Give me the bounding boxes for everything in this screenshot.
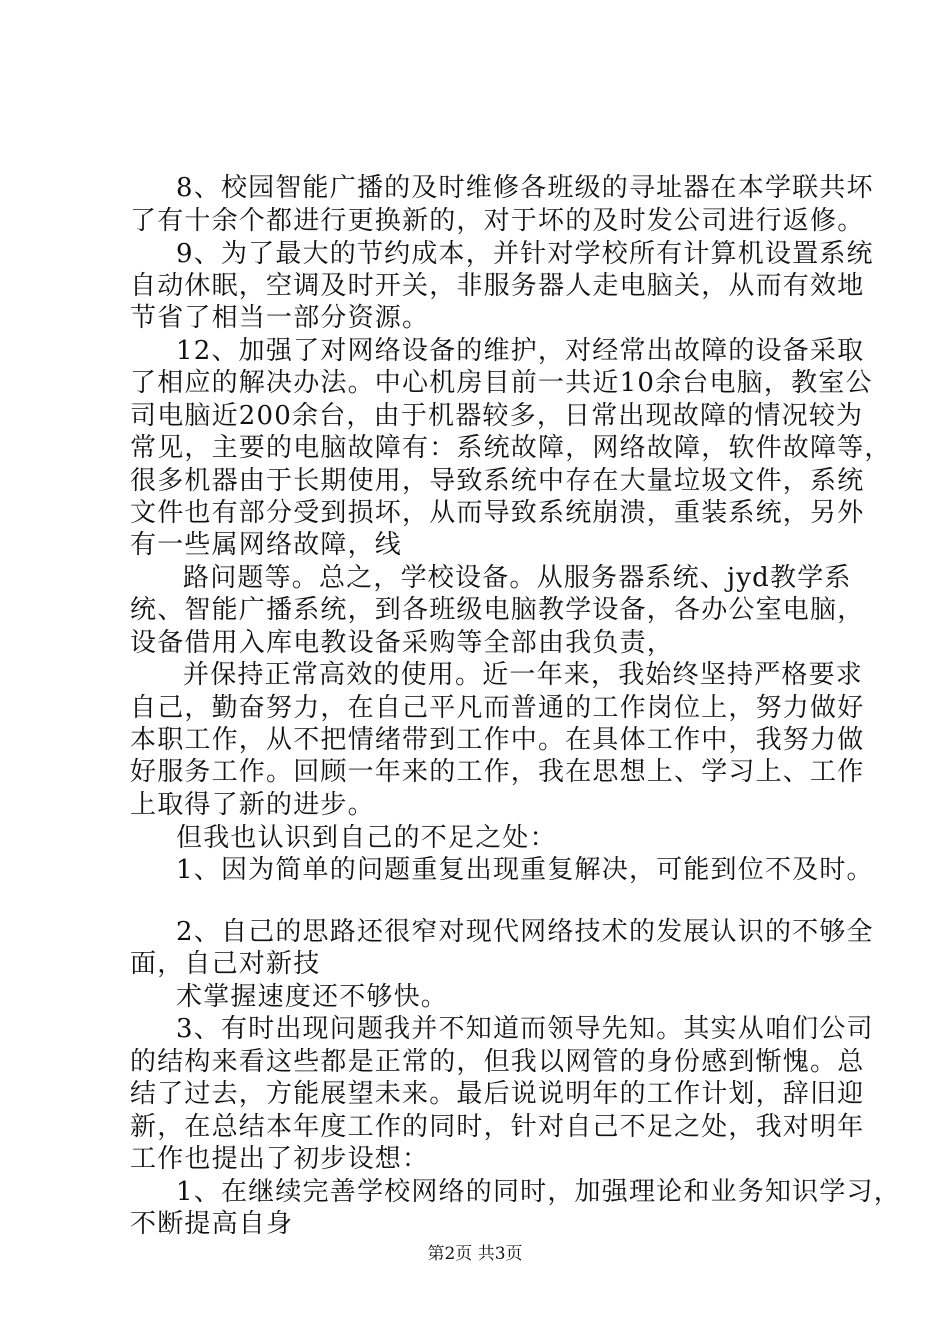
- text-line: 3、有时出现问题我并不知道而领导先知。其实从咱们公司: [176, 1014, 874, 1044]
- text-line: 节省了相当一部分资源。: [130, 303, 430, 333]
- text-line: 不断提高自身: [130, 1209, 294, 1239]
- text-line: 面，自己对新技: [130, 949, 321, 979]
- text-line: 司电脑近200余台，由于机器较多，日常出现故障的情况较为: [130, 401, 864, 431]
- text-line: 文件也有部分受到损坏，从而导致系统崩溃，重装系统，另外: [130, 498, 865, 528]
- text-line: 结了过去，方能展望未来。最后说说明年的工作计划，辞旧迎: [130, 1079, 865, 1109]
- text-line: 新，在总结本年度工作的同时，针对自己不足之处，我对明年: [130, 1112, 865, 1142]
- text-line: 2、自己的思路还很窄对现代网络技术的发展认识的不够全: [176, 917, 874, 947]
- text-line: 常见，主要的电脑故障有：系统故障，网络故障，软件故障等，: [130, 433, 892, 463]
- text-line: 自己，勤奋努力，在自己平凡而普通的工作岗位上，努力做好: [130, 693, 865, 723]
- text-line: 设备借用入库电教设备采购等全部由我负责，: [130, 628, 675, 658]
- text-line: 本职工作，从不把情绪带到工作中。在具体工作中，我努力做: [130, 725, 865, 755]
- text-line: 了有十余个都进行更换新的，对于坏的及时发公司进行返修。: [130, 206, 865, 236]
- text-line: 1、在继续完善学校网络的同时，加强理论和业务知识学习，: [176, 1177, 901, 1207]
- text-line: 统、智能广播系统，到各班级电脑教学设备，各办公室电脑，: [130, 595, 865, 625]
- text-line: 术掌握速度还不够快。: [176, 982, 449, 1012]
- text-line: 有一些属网络故障，线: [130, 530, 403, 560]
- text-line: 自动休眠，空调及时开关，非服务器人走电脑关，从而有效地: [130, 271, 865, 301]
- text-line: 很多机器由于长期使用，导致系统中存在大量垃圾文件，系统: [130, 466, 865, 496]
- text-line: 的结构来看这些都是正常的，但我以网管的身份感到惭愧。总: [130, 1047, 865, 1077]
- text-line: 了相应的解决办法。中心机房目前一共近10余台电脑，教室公: [130, 368, 873, 398]
- text-line: 工作也提出了初步设想：: [130, 1144, 430, 1174]
- text-line: 但我也认识到自己的不足之处：: [176, 823, 557, 853]
- text-line: 1、因为简单的问题重复出现重复解决，可能到位不及时。: [176, 855, 874, 885]
- text-line: 好服务工作。回顾一年来的工作，我在思想上、学习上、工作: [130, 757, 865, 787]
- text-line: 上取得了新的进步。: [130, 790, 375, 820]
- text-line: 12、加强了对网络设备的维护，对经常出故障的设备采取: [176, 336, 865, 366]
- text-line: 8、校园智能广播的及时维修各班级的寻址器在本学联共坏: [176, 173, 874, 203]
- text-line: 9、为了最大的节约成本，并针对学校所有计算机设置系统: [176, 239, 874, 269]
- text-line: 并保持正常高效的使用。近一年来，我始终坚持严格要求: [183, 660, 864, 690]
- text-line: 路问题等。总之，学校设备。从服务器系统、jyd教学系: [183, 563, 852, 593]
- page-number-footer: 第2页 共3页: [427, 1244, 523, 1264]
